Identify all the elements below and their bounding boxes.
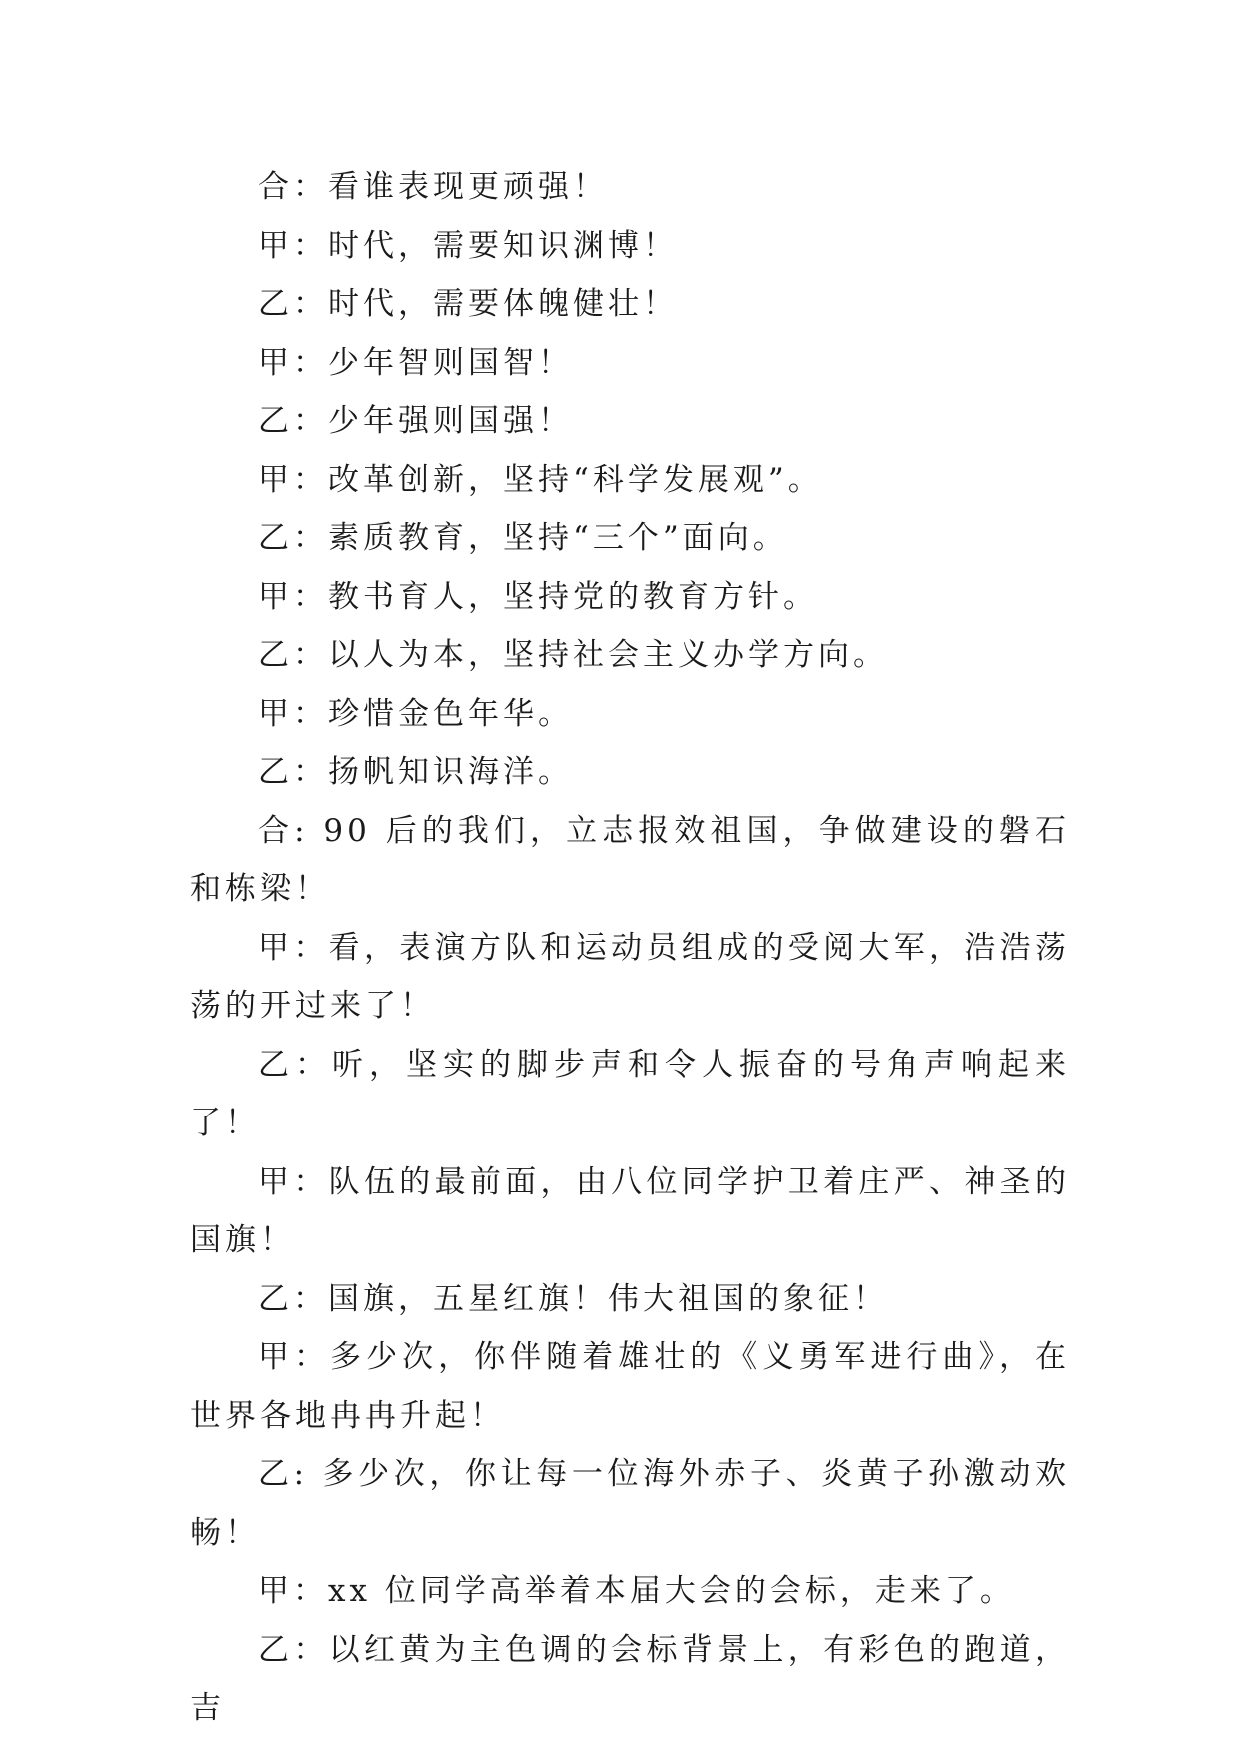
paragraph: 乙：听，坚实的脚步声和令人振奋的号角声响起来了！: [190, 1046, 1070, 1141]
paragraph: 乙：少年强则国强！: [258, 403, 573, 439]
dialogue-text: [190, 158, 1070, 1738]
paragraph: 乙: 多少次，你让每一位海外赤子、炎黄子孙激动欢畅！: [190, 1456, 1070, 1551]
paragraph: 甲：教书育人，坚持党的教育方针。: [258, 578, 818, 615]
paragraph: 乙：国旗，五星红旗！伟大祖国的象征！: [258, 1280, 888, 1317]
paragraph: 甲：改革创新，坚持“科学发展观”。: [258, 461, 823, 498]
paragraph: 甲：时代，需要知识渊博！: [258, 227, 678, 264]
paragraph: 乙：时代，需要体魄健壮！: [258, 286, 678, 322]
paragraph: 甲：珍惜金色年华。: [258, 695, 573, 732]
paragraph: 乙：以人为本，坚持社会主义办学方向。: [258, 637, 888, 673]
paragraph: 甲：看，表演方队和运动员组成的受阅大军，浩浩荡荡的开过来了！: [190, 929, 1070, 1024]
paragraph: 甲：队伍的最前面，由八位同学护卫着庄严、神圣的国旗！: [190, 1163, 1070, 1258]
paragraph: 乙：以红黄为主色调的会标背景上，有彩色的跑道，吉: [190, 1631, 1070, 1726]
paragraph: 甲：xx 位同学高举着本届大会的会标，走来了。: [258, 1573, 1015, 1609]
paragraph: 乙：扬帆知识海洋。: [258, 754, 573, 790]
paragraph: 甲：少年智则国智！: [258, 344, 573, 381]
paragraph: 乙：素质教育，坚持“三个”面向。: [258, 520, 788, 556]
paragraph: 合: 90 后的我们，立志报效祖国，争做建设的磐石和栋梁！: [190, 812, 1070, 907]
paragraph: 甲：多少次，你伴随着雄壮的《义勇军进行曲》，在世界各地冉冉升起！: [190, 1339, 1070, 1434]
paragraph: 合：看谁表现更顽强！: [258, 169, 608, 205]
